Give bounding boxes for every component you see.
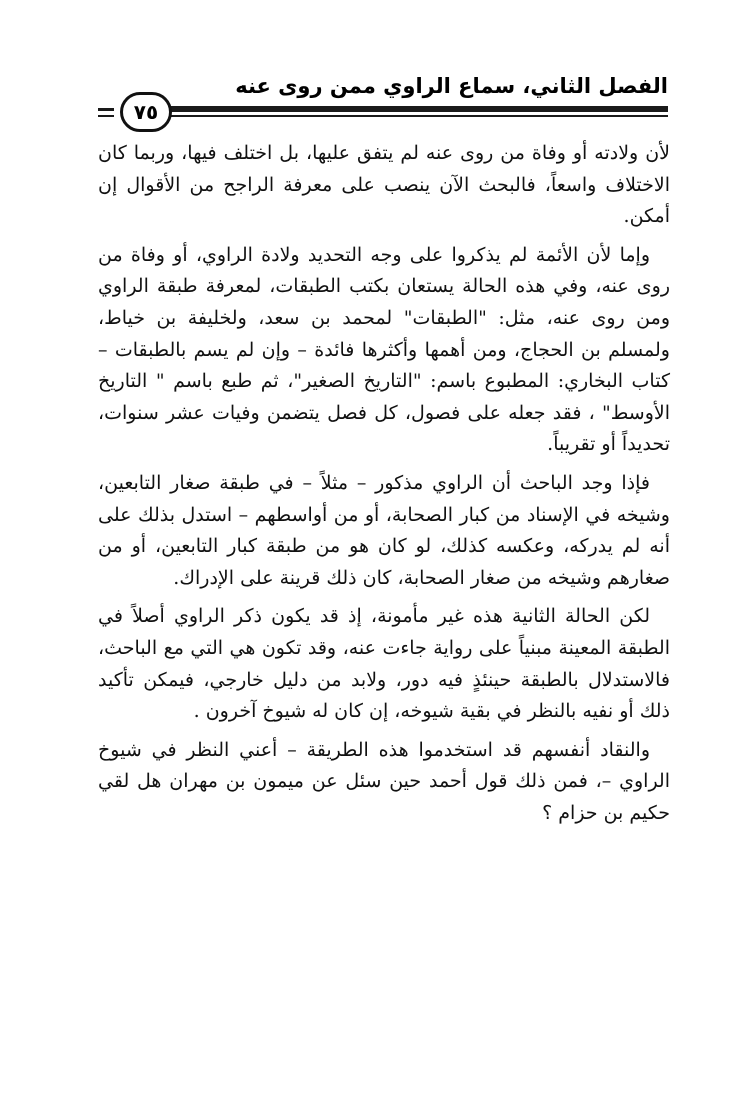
page-number: ٧٥ bbox=[120, 92, 172, 132]
paragraph-1: لأن ولادته أو وفاة من روى عنه لم يتفق عليها، بل اختلف فيها، وربما كان الاختلاف واسعاً، فالبحث الآن ينصب على معرفة الراجح من الأقوال إن أمكن. bbox=[98, 142, 670, 228]
header-rule-stub-thin bbox=[98, 115, 114, 117]
body-text bbox=[98, 138, 670, 836]
paragraph-3: فإذا وجد الباحث أن الراوي مذكور – مثلاً – في طبقة صغار التابعين، وشيخه في الإسناد من كبار الصحابة، أو من أواسطهم – استدل بذلك على أنه لم يدركه، وعكسه كذلك، لو كان هو من طبقة كبار التابعين، أو من صغارهم وشيخه من صغار الصحابة، كان ذلك قرينة على الإدراك. bbox=[98, 471, 670, 589]
paragraph-5: والنقاد أنفسهم قد استخدموا هذه الطريقة – أعني النظر في شيوخ الراوي –، فمن ذلك قول أحمد حين سئل عن ميمون بن مهران هل لقي حكيم بن حزام ؟ bbox=[98, 738, 670, 824]
chapter-title: الفصل الثاني، سماع الراوي ممن روى عنه bbox=[235, 74, 668, 98]
paragraph-2: وإما لأن الأئمة لم يذكروا على وجه التحديد ولادة الراوي، أو وفاة من روى عنه، وفي هذه الحالة يستعان بكتب الطبقات، لمعرفة طبقة الراوي ومن روى عنه، مثل: "الطبقات" لمحمد بن سعد، ولخليفة بن خياط، ولمسلم بن الحجاج، ومن أهمها وأكثرها فائدة – وإن لم يسم بالطبقات – كتاب البخاري: المطبوع باسم: "التاريخ الصغير"، ثم طبع باسم " التاريخ الأوسط" ، فقد جعله على فصول، كل فصل يتضمن وفيات عشر سنوات، تحديداً أو تقريباً. bbox=[98, 243, 670, 456]
header-rule-thick bbox=[168, 106, 668, 112]
paragraph-4: لكن الحالة الثانية هذه غير مأمونة، إذ قد يكون ذكر الراوي أصلاً في الطبقة المعينة مبنياً على رواية جاءت عنه، وقد تكون هي التي مع الباحث، فالاستدلال بالطبقة حينئذٍ فيه دور، ولابد من دليل خارجي، فيمكن تأكيد ذلك أو نفيه بالنظر في بقية شيوخه، إن كان له شيوخ آخرون . bbox=[98, 605, 670, 723]
header-rule-thin bbox=[168, 115, 668, 117]
header-rule-stub bbox=[98, 108, 114, 111]
page-header bbox=[98, 68, 668, 128]
